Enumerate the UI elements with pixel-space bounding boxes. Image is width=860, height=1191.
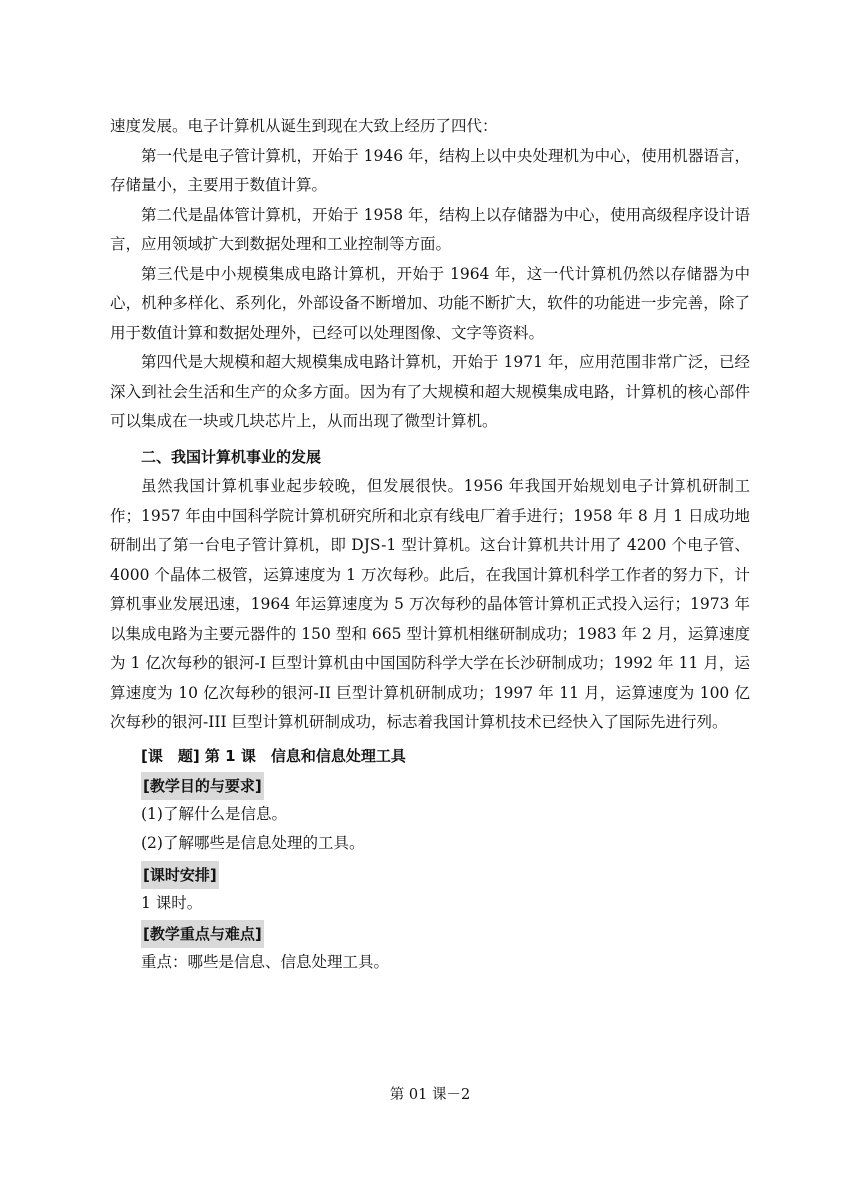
paragraph-gen1: 第一代是电子管计算机，开始于 1946 年，结构上以中央处理机为中心，使用机器语言，存储量小，主要用于数值计算。	[110, 146, 750, 194]
paragraph-intro: 速度发展。电子计算机从诞生到现在大致上经历了四代：	[110, 117, 498, 135]
goal-item-1: (1)了解什么是信息。	[141, 804, 287, 823]
paragraph-gen3: 第三代是中小规模集成电路计算机，开始于 1964 年，这一代计算机仍然以存储器为中心，机种多样化、系列化，外部设备不断增加、功能不断扩大，软件的功能进一步完善，除了用于数值计算和数据处理外，已经可以处理图像、文字等资料。	[110, 264, 750, 342]
section-heading: 二、我国计算机事业的发展	[141, 447, 322, 466]
paragraph-china-history: 虽然我国计算机事业起步较晚，但发展很快。1956 年我国开始规划电子计算机研制工作；1957 年由中国科学院计算机研究所和北京有线电厂着手进行；1958 年 8 月 1 日成功地研制出了第一台电子管计算机，即 DJS-1 型计算机。这台计算机共计用了 4200 个电子管、4000 个晶体二极管，运算速度为 1 万次每秒。此后，在我国计算机科学工作者的努力下，计算机事业发展迅速，1964 年运算速度为 5 万次每秒的晶体管计算机正式投入运行；1973 年以集成电路为主要元器件的 150 型和 665 型计算机相继研制成功；1983 年 2 月，运算速度为 1 亿次每秒的银河-I 巨型计算机由中国国防科学大学在长沙研制成功；1992 年 11 月，运算速度为 10 亿次每秒的银河-II 巨型计算机研制成功；1997 年 11 月，运算速度为 100 亿次每秒的银河-III 巨型计算机研制成功，标志着我国计算机技术已经快入了国际先进行列。	[110, 477, 750, 731]
paragraph-gen2: 第二代是晶体管计算机，开始于 1958 年，结构上以存储器为中心，使用高级程序设计语言，应用领域扩大到数据处理和工业控制等方面。	[110, 205, 750, 253]
paragraph-gen4: 第四代是大规模和超大规模集成电路计算机，开始于 1971 年，应用范围非常广泛，已经深入到社会生活和生产的众多方面。因为有了大规模和超大规模集成电路，计算机的核心部件可以集成在一块或几块芯片上，从而出现了微型计算机。	[110, 353, 750, 430]
goals-tag: [教学目的与要求]	[141, 772, 264, 800]
lesson-title: [课 题] 第 1 课 信息和信息处理工具	[141, 746, 406, 765]
page-footer: 第 01 课－2	[389, 1087, 471, 1103]
focus-tag: [教学重点与难点]	[141, 920, 264, 948]
schedule-text: 1 课时。	[141, 893, 203, 912]
document-body	[110, 112, 750, 978]
goal-item-2: (2)了解哪些是信息处理的工具。	[141, 834, 365, 852]
focus-text: 重点：哪些是信息、信息处理工具。	[141, 953, 390, 971]
schedule-tag: [课时安排]	[141, 861, 219, 889]
